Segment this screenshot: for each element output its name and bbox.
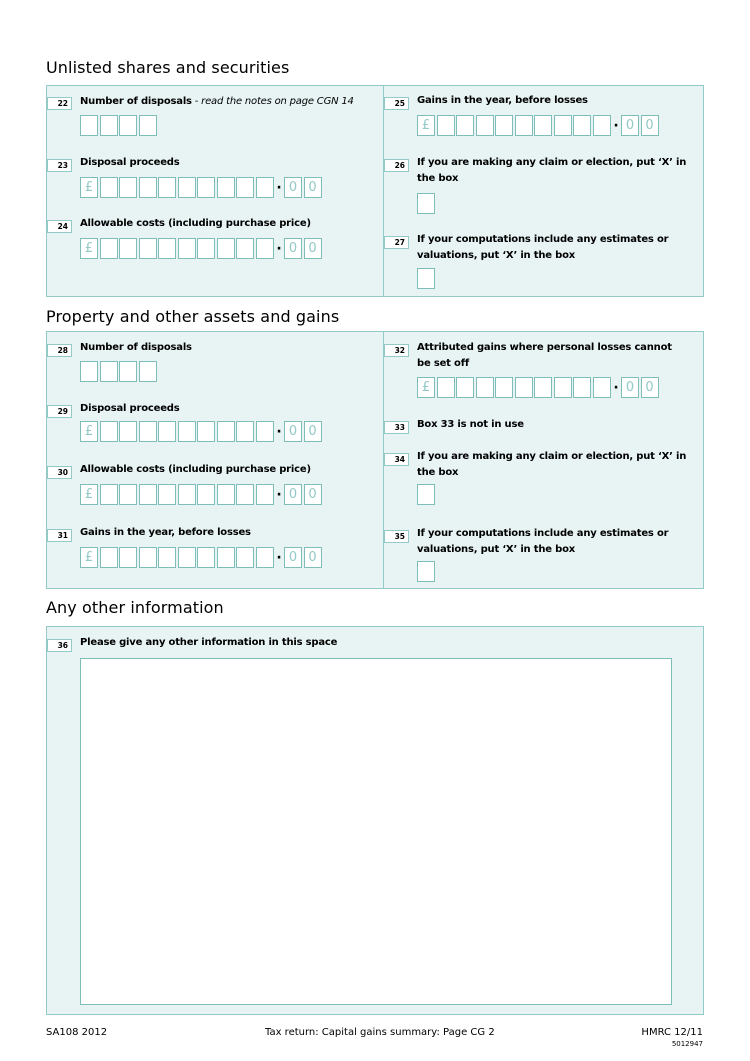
section-title-unlisted: Unlisted shares and securities bbox=[46, 58, 290, 77]
estimates-checkbox[interactable] bbox=[417, 561, 435, 582]
question-number: 30 bbox=[47, 466, 72, 479]
pence-box: 0 bbox=[304, 421, 322, 442]
section-title-other: Any other information bbox=[46, 598, 224, 617]
question-label: Number of disposals bbox=[80, 342, 192, 353]
pence-box: 0 bbox=[304, 177, 322, 198]
pound-sign: £ bbox=[80, 177, 98, 198]
disposal-proceeds-input[interactable] bbox=[80, 177, 323, 198]
column-divider bbox=[383, 86, 384, 296]
footer-form-id: SA108 2012 bbox=[46, 1027, 108, 1038]
question-number: 32 bbox=[384, 344, 409, 357]
question-label: Gains in the year, before losses bbox=[80, 527, 251, 538]
pence-box: 0 bbox=[304, 238, 322, 259]
question-label: Box 33 is not in use bbox=[417, 419, 524, 430]
question-label: Number of disposals - read the notes on page CGN 14 bbox=[80, 96, 354, 107]
unlisted-panel bbox=[46, 85, 704, 297]
question-number: 28 bbox=[47, 344, 72, 357]
pound-sign: £ bbox=[80, 238, 98, 259]
pence-box: 0 bbox=[284, 421, 302, 442]
question-number: 27 bbox=[384, 236, 409, 249]
allowable-costs-input[interactable] bbox=[80, 238, 323, 259]
question-label: Attributed gains where personal losses cannot be set off bbox=[417, 342, 672, 369]
question-label: If your computations include any estimates or valuations, put ‘X’ in the box bbox=[417, 234, 669, 261]
disposals-count-input[interactable] bbox=[80, 361, 158, 382]
attributed-gains-input[interactable] bbox=[417, 377, 660, 398]
property-panel bbox=[46, 331, 704, 589]
pence-box: 0 bbox=[621, 377, 639, 398]
question-label: Disposal proceeds bbox=[80, 403, 180, 414]
question-number: 36 bbox=[47, 639, 72, 652]
footer-page-title: Tax return: Capital gains summary: Page CG 2 bbox=[265, 1027, 495, 1038]
question-number: 22 bbox=[47, 97, 72, 110]
pound-sign: £ bbox=[417, 377, 435, 398]
pence-box: 0 bbox=[284, 177, 302, 198]
footer-hmrc-version: HMRC 12/11 bbox=[641, 1027, 703, 1038]
gains-before-losses-input[interactable] bbox=[417, 115, 660, 136]
question-number: 34 bbox=[384, 453, 409, 466]
pound-sign: £ bbox=[417, 115, 435, 136]
pound-sign: £ bbox=[80, 547, 98, 568]
question-label: Gains in the year, before losses bbox=[417, 95, 588, 106]
pence-box: 0 bbox=[284, 238, 302, 259]
disposal-proceeds-input[interactable] bbox=[80, 421, 323, 442]
pence-box: 0 bbox=[641, 115, 659, 136]
question-note: - read the notes on page CGN 14 bbox=[191, 96, 354, 107]
question-label: If you are making any claim or election, put ‘X’ in the box bbox=[417, 157, 687, 184]
question-number: 23 bbox=[47, 159, 72, 172]
question-number: 29 bbox=[47, 405, 72, 418]
other-info-panel bbox=[46, 626, 704, 1015]
question-number: 24 bbox=[47, 220, 72, 233]
pound-sign: £ bbox=[80, 421, 98, 442]
section-title-property: Property and other assets and gains bbox=[46, 307, 340, 326]
pound-sign: £ bbox=[80, 484, 98, 505]
question-number: 35 bbox=[384, 530, 409, 543]
disposals-count-input[interactable] bbox=[80, 115, 158, 136]
other-information-textarea[interactable] bbox=[80, 658, 672, 1005]
estimates-checkbox[interactable] bbox=[417, 268, 435, 289]
pence-box: 0 bbox=[641, 377, 659, 398]
gains-before-losses-input[interactable] bbox=[80, 547, 323, 568]
allowable-costs-input[interactable] bbox=[80, 484, 323, 505]
question-label: Allowable costs (including purchase price) bbox=[80, 464, 311, 475]
question-label: If you are making any claim or election, put ‘X’ in the box bbox=[417, 451, 687, 478]
question-label: Disposal proceeds bbox=[80, 157, 180, 168]
question-number: 26 bbox=[384, 159, 409, 172]
footer-form-code: 5012947 bbox=[671, 1040, 703, 1048]
pence-box: 0 bbox=[284, 484, 302, 505]
pence-box: 0 bbox=[304, 484, 322, 505]
pence-box: 0 bbox=[304, 547, 322, 568]
claim-election-checkbox[interactable] bbox=[417, 193, 435, 214]
question-label: Please give any other information in this space bbox=[80, 637, 338, 648]
pence-box: 0 bbox=[621, 115, 639, 136]
pence-box: 0 bbox=[284, 547, 302, 568]
claim-election-checkbox[interactable] bbox=[417, 484, 435, 505]
question-number: 25 bbox=[384, 97, 409, 110]
question-number: 31 bbox=[47, 529, 72, 542]
question-label: If your computations include any estimates or valuations, put ‘X’ in the box bbox=[417, 528, 669, 555]
question-label: Allowable costs (including purchase price) bbox=[80, 218, 311, 229]
question-number: 33 bbox=[384, 421, 409, 434]
